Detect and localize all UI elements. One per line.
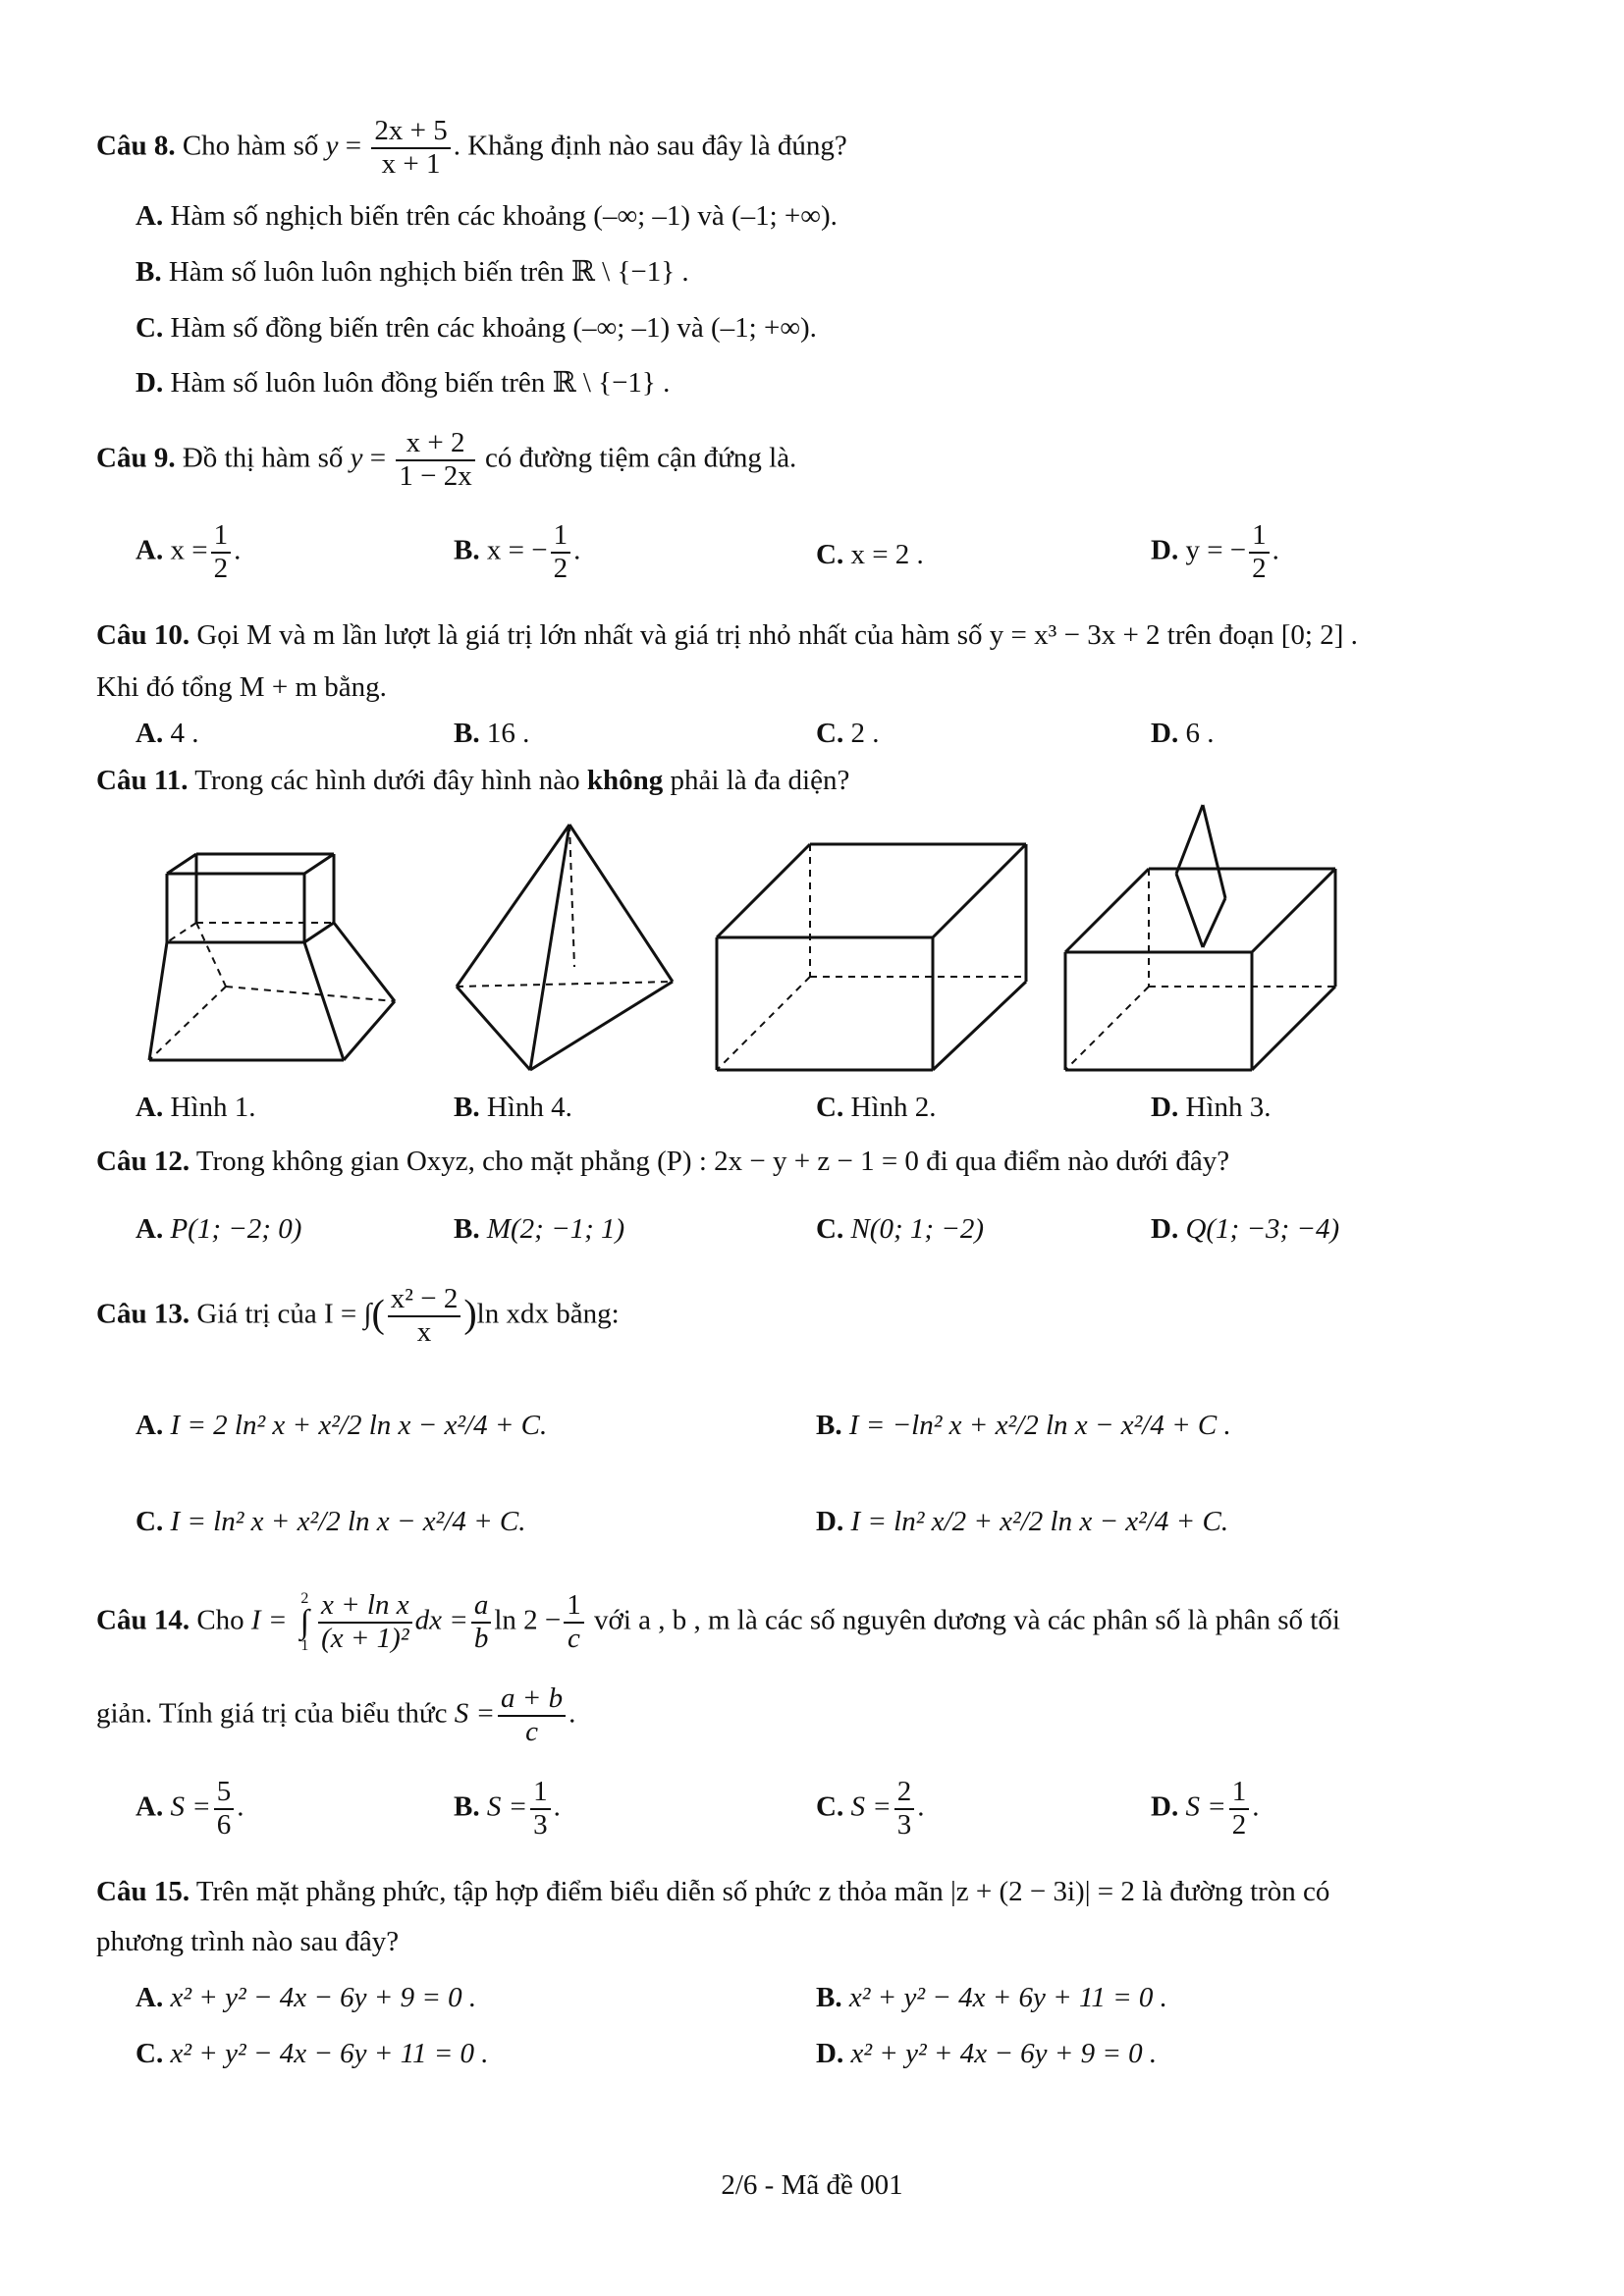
option-b[interactable]: B. M(2; −1; 1) xyxy=(454,1213,625,1245)
option-d[interactable]: D. I = ln² x/2 + x²/2 ln x − x²/4 + C. xyxy=(816,1506,1229,1537)
question-11 xyxy=(96,761,1569,800)
option-a[interactable]: A. I = 2 ln² x + x²/2 ln x − x²/4 + C. xyxy=(135,1410,548,1441)
question-text: Giá trị của xyxy=(196,1298,317,1330)
question-10-line2: Khi đó tổng M + m bằng. xyxy=(96,671,387,703)
question-label: Câu 13. xyxy=(96,1298,190,1330)
option-d[interactable]: D. 6 . xyxy=(1151,718,1215,749)
question-label: Câu 15. xyxy=(96,1876,190,1907)
option-a[interactable]: A. 4 . xyxy=(135,718,199,749)
page-footer: 2/6 - Mã đề 001 xyxy=(721,2169,903,2201)
question-14: Câu 14. Cho I = 2 ∫ 1 $\frac{\text{x + ln x}}{\text{(x + 1)²}}$ dx = $\frac{a}{b}$ ln 2 − $\frac{1}{c}$ với a , b , m là các số nguyên dương và các phân số là phân số tối xyxy=(96,1589,1340,1654)
option-c[interactable]: C. 2 . xyxy=(816,718,880,749)
option-c[interactable]: C. S = $\frac{2}{3}$ . xyxy=(816,1776,925,1841)
question-8: Câu 8. Cho hàm số y = $\frac{2x + 5}{x + 1}$ . Khẳng định nào sau đây là đúng? xyxy=(96,115,847,180)
question-text: Cho hàm số xyxy=(182,130,319,162)
question-text: Cho xyxy=(196,1604,244,1636)
option-a[interactable]: A. Hình 1. xyxy=(135,1092,256,1123)
question-15 xyxy=(96,1872,1569,1911)
figure-pyramid xyxy=(447,820,682,1075)
option-d[interactable]: D. S = $\frac{1}{2}$ . xyxy=(1151,1776,1260,1841)
question-label: Câu 10. xyxy=(96,619,190,651)
option-d[interactable]: D. x² + y² + 4x − 6y + 9 = 0 . xyxy=(816,2038,1158,2069)
figure-box-with-plane xyxy=(1060,800,1355,1075)
option-c[interactable]: C. x = 2 . xyxy=(816,539,924,570)
question-12 xyxy=(96,1142,1569,1181)
option-c[interactable]: C. Hình 2. xyxy=(816,1092,937,1123)
question-text: có đường tiệm cận đứng là. xyxy=(484,442,797,474)
option-b[interactable]: B. 16 . xyxy=(454,718,530,749)
question-9: Câu 9. Đồ thị hàm số y = $\frac{x + 2}{1 - 2x}$ có đường tiệm cận đứng là. xyxy=(96,427,797,492)
option-c[interactable]: C. x² + y² − 4x − 6y + 11 = 0 . xyxy=(135,2038,489,2069)
question-label: Câu 8. xyxy=(96,130,176,162)
question-13: Câu 13. Giá trị của I = ∫( $\frac{\text{x² − 2}}{x}$ )ln xdx bằng: xyxy=(96,1283,620,1348)
question-10 xyxy=(96,615,1569,655)
option-b[interactable]: B. x = − $\frac{1}{2}$ . xyxy=(454,519,581,584)
option-a[interactable]: A. x = $\frac{1}{2}$ . xyxy=(135,519,242,584)
question-text: với a , b , m là các số nguyên dương và các phân số là phân số tối xyxy=(593,1604,1340,1636)
question-emphasis: không xyxy=(586,765,664,796)
option-d[interactable]: D. Hàm số luôn luôn đồng biến trên ℝ \ {−1} . xyxy=(135,367,671,399)
option-b[interactable]: B. S = $\frac{1}{3}$ . xyxy=(454,1776,561,1841)
option-b[interactable]: B. Hàm số luôn luôn nghịch biến trên ℝ \ {−1} . xyxy=(135,256,689,288)
question-text: phải là đa diện? xyxy=(670,765,850,796)
question-text: Trong các hình dưới đây hình nào xyxy=(194,765,580,796)
option-c[interactable]: C. N(0; 1; −2) xyxy=(816,1213,984,1245)
integral-bounds: 2 ∫ 1 xyxy=(299,1590,309,1654)
option-a[interactable]: A. S = $\frac{5}{6}$ . xyxy=(135,1776,244,1841)
question-text: Trong không gian Oxyz, cho mặt phẳng (P) : 2x − y + z − 1 = 0 đi qua điểm nào dưới đây? xyxy=(195,1146,1230,1177)
question-text: . Khẳng định nào sau đây là đúng? xyxy=(453,130,847,162)
option-b[interactable]: B. x² + y² − 4x + 6y + 11 = 0 . xyxy=(816,1982,1167,2013)
option-a[interactable]: A. Hàm số nghịch biến trên các khoảng (–∞; –1) và (–1; +∞). xyxy=(135,200,838,232)
option-c[interactable]: C. Hàm số đồng biến trên các khoảng (–∞; –1) và (–1; +∞). xyxy=(135,312,817,344)
question-label: Câu 14. xyxy=(96,1604,190,1636)
option-a[interactable]: A. P(1; −2; 0) xyxy=(135,1213,302,1245)
function-fraction: $\frac{2x + 5}{x + 1}$ xyxy=(371,116,450,181)
option-a[interactable]: A. x² + y² − 4x − 6y + 9 = 0 . xyxy=(135,1982,477,2013)
question-text: Gọi M và m lần lượt là giá trị lớn nhất và giá trị nhỏ nhất của hàm số y = x³ − 3x + 2 trên đoạn [0; 2] . xyxy=(196,619,1358,651)
option-d[interactable]: D. Q(1; −3; −4) xyxy=(1151,1213,1340,1245)
figure-frustum-with-cube xyxy=(147,825,403,1070)
question-14-line2: giản. Tính giá trị của biểu thức S = $\frac{a + b}{c}$ . xyxy=(96,1682,576,1747)
option-d[interactable]: D. Hình 3. xyxy=(1151,1092,1272,1123)
option-c[interactable]: C. I = ln² x + x²/2 ln x − x²/4 + C. xyxy=(135,1506,526,1537)
question-text: bằng: xyxy=(556,1298,620,1330)
question-label: Câu 12. xyxy=(96,1146,190,1177)
figure-box xyxy=(712,839,1036,1075)
question-label: Câu 11. xyxy=(96,765,189,796)
function-fraction: $\frac{x + 2}{1 - 2x}$ xyxy=(396,428,474,493)
option-b[interactable]: B. I = −ln² x + x²/2 ln x − x²/4 + C . xyxy=(816,1410,1231,1441)
question-15-line2: phương trình nào sau đây? xyxy=(96,1926,400,1957)
question-text: Trên mặt phẳng phức, tập hợp điểm biểu diễn số phức z thỏa mãn |z + (2 − 3i)| = 2 là đường tròn có xyxy=(195,1876,1330,1907)
option-b[interactable]: B. Hình 4. xyxy=(454,1092,572,1123)
question-label: Câu 9. xyxy=(96,442,176,474)
question-text: Đồ thị hàm số xyxy=(182,442,344,474)
option-d[interactable]: D. y = − $\frac{1}{2}$ . xyxy=(1151,519,1279,584)
